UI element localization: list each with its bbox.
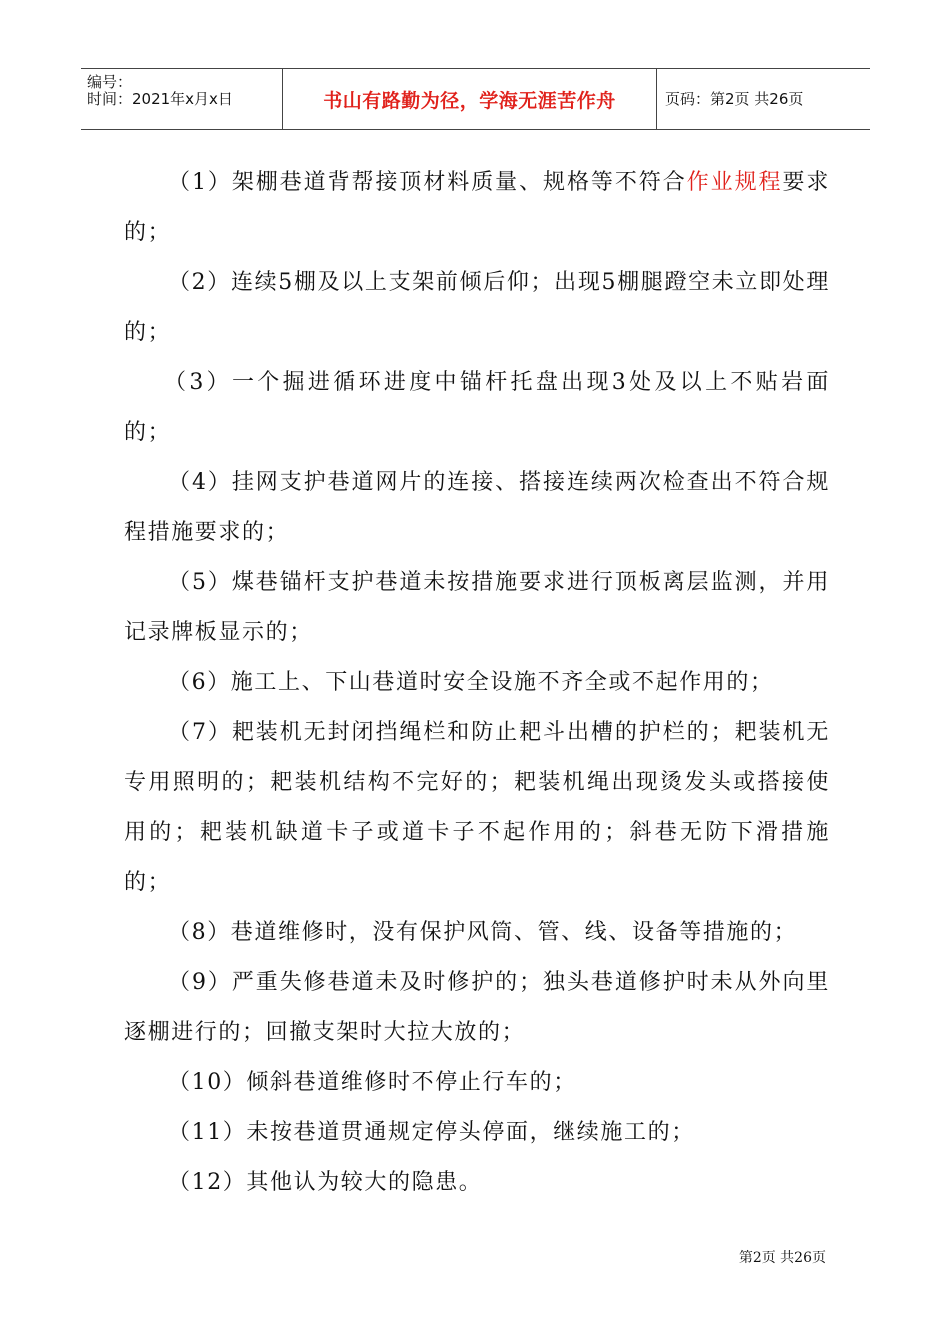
- list-item: （10）倾斜巷道维修时不停止行车的；: [168, 1070, 577, 1095]
- header-page-code: 页码：第2页 共26页: [665, 89, 804, 108]
- list-item: （6）施工上、下山巷道时安全设施不齐全或不起作用的；: [168, 670, 774, 695]
- page-footer: 第2页 共26页: [738, 1250, 826, 1266]
- list-item: （2）连续5棚及以上支架前倾后仰；出现5棚腿蹬空未立即处理的；: [124, 270, 830, 345]
- header-meta: [81, 69, 283, 129]
- list-item: （8）巷道维修时，没有保护风筒、管、线、设备等措施的；: [168, 920, 798, 945]
- document-body: [124, 158, 830, 1208]
- header-motto-cell: [283, 69, 657, 129]
- page-header: [81, 68, 870, 130]
- list-item: （1）架棚巷道背帮接顶材料质量、规格等不符合作业规程要求的；: [124, 170, 830, 245]
- list-item: （11）未按巷道贯通规定停头停面，继续施工的；: [168, 1120, 695, 1145]
- list-item: （12）其他认为较大的隐患。: [168, 1170, 483, 1195]
- link-text: 作业规程: [686, 170, 783, 195]
- serial-label: 编号：: [87, 73, 133, 91]
- list-item: （3）一个掘进循环进度中锚杆托盘出现3处及以上不贴岩面的；: [124, 370, 830, 445]
- header-motto: 书山有路勤为径，学海无涯苦作舟: [323, 89, 616, 112]
- list-item: （4）挂网支护巷道网片的连接、搭接连续两次检查出不符合规程措施要求的；: [124, 470, 830, 545]
- list-item: （5）煤巷锚杆支护巷道未按措施要求进行顶板离层监测，并用记录牌板显示的；: [124, 570, 830, 645]
- list-item: （7）耙装机无封闭挡绳栏和防止耙斗出槽的护栏的；耙装机无专用照明的；耙装机结构不完好的；耙装机绳出现烫发头或搭接使用的；耙装机缺道卡子或道卡子不起作用的；斜巷无防下滑措施的；: [124, 720, 830, 895]
- time-label: 时间：2021年x月x日: [87, 90, 233, 108]
- header-page-cell: [657, 69, 870, 129]
- list-item: （9）严重失修巷道未及时修护的；独头巷道修护时未从外向里逐棚进行的；回撤支架时大拉大放的；: [124, 970, 830, 1045]
